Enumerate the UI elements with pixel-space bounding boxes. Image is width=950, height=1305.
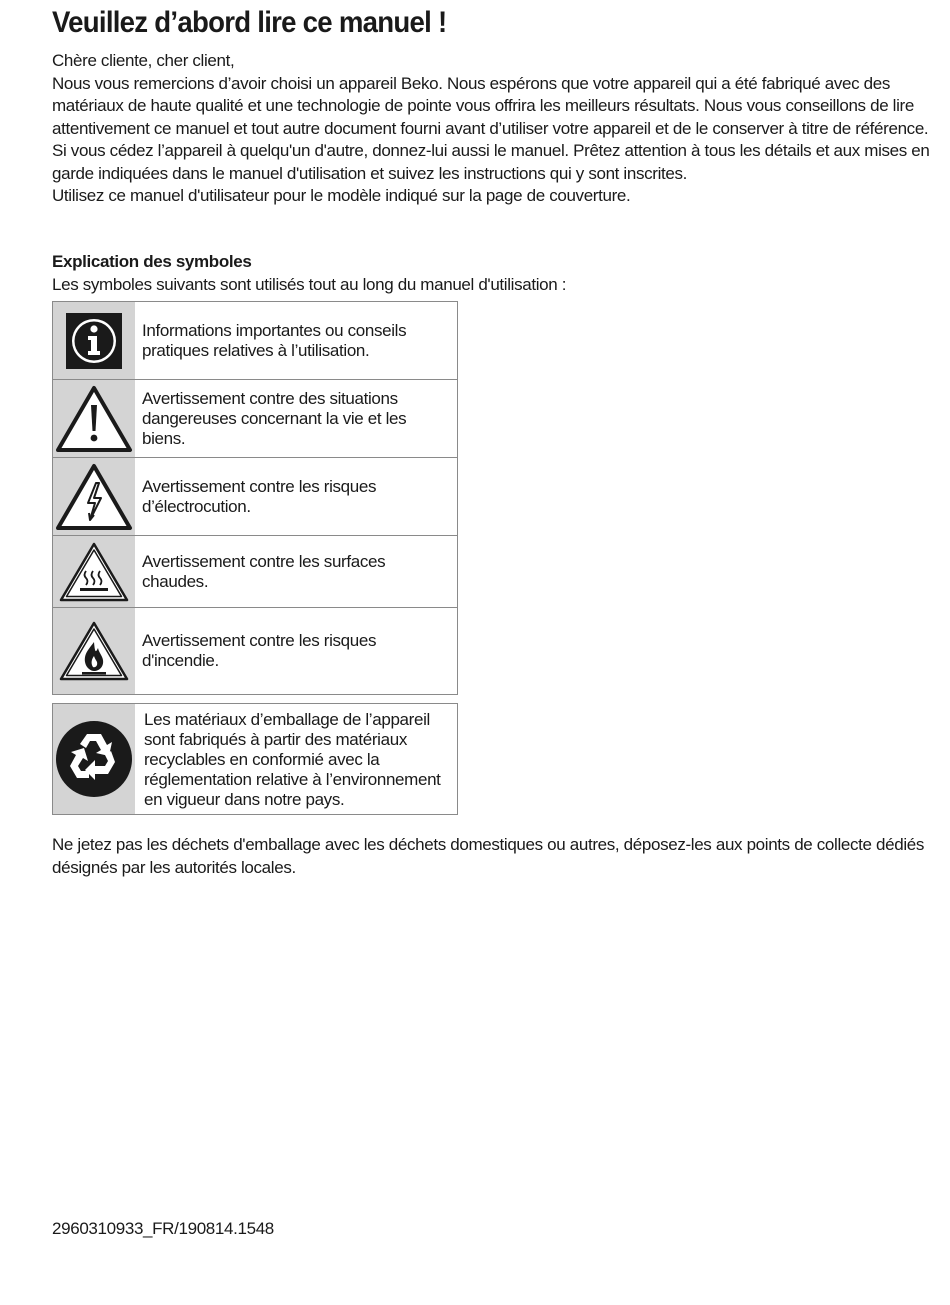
electric-shock-icon <box>53 458 135 535</box>
symbol-row-info <box>53 302 457 380</box>
document-code: 2960310933_FR/190814.1548 <box>52 1219 274 1238</box>
intro-paragraph: Nous vous remercions d’avoir choisi un appareil Beko. Nous espérons que votre appareil qui a été fabriqué avec des matériaux de haute qualité et une technologie de pointe vous offrira les meilleurs résultats. Nous vous conseillons de lire attentivement ce manuel et tout autre document fourni avant d’utiliser votre appareil et de le conserver à titre de référence. Si vous cédez l’appareil à quelqu'un d'autre, donnez-lui aussi le manuel. Prêtez attention à tous les détails et aux mises en garde indiquées dans le manuel d'utilisation et suivez les instructions qui y sont inscrites. <box>52 73 930 183</box>
intro-section <box>52 50 932 208</box>
symbol-text-hot-surface: Avertissement contre les surfaces chaudes. <box>142 551 386 591</box>
symbols-lead: Les symboles suivants sont utilisés tout au long du manuel d'utilisation : <box>52 275 567 294</box>
symbol-row-fire <box>53 608 457 694</box>
symbols-heading: Explication des symboles <box>52 252 252 271</box>
info-icon <box>53 302 135 379</box>
symbol-text-warning: Avertissement contre des situations dangereuses concernant la vie et les biens. <box>142 388 407 448</box>
page-title: Veuillez d’abord lire ce manuel ! <box>52 6 447 39</box>
symbol-text-fire: Avertissement contre les risques d'incendie. <box>142 631 377 670</box>
warning-icon <box>53 380 135 457</box>
symbol-row-hot-surface <box>53 536 457 608</box>
recycling-box <box>52 703 458 815</box>
symbol-row-warning <box>53 380 457 458</box>
hot-surface-icon <box>53 536 135 607</box>
recycle-icon <box>53 704 135 814</box>
recycling-text: Les matériaux d’emballage de l’appareil sont fabriqués à partir des matériaux recyclables en conformié avec la réglementation relative à l’environnement en vigueur dans notre pays. <box>144 710 441 809</box>
greeting: Chère cliente, cher client, <box>52 51 235 70</box>
symbol-row-electric <box>53 458 457 536</box>
symbols-table <box>52 301 458 695</box>
symbol-text-info: Informations importantes ou conseils pratiques relatives à l’utilisation. <box>142 320 407 360</box>
model-note: Utilisez ce manuel d'utilisateur pour le modèle indiqué sur la page de couverture. <box>52 186 631 205</box>
disposal-note: Ne jetez pas les déchets d'emballage avec les déchets domestiques ou autres, déposez-les aux points de collecte dédiés désignés par les autorités locales. <box>52 835 924 877</box>
symbol-text-electric: Avertissement contre les risques d’électrocution. <box>142 476 377 516</box>
fire-icon <box>53 608 135 694</box>
